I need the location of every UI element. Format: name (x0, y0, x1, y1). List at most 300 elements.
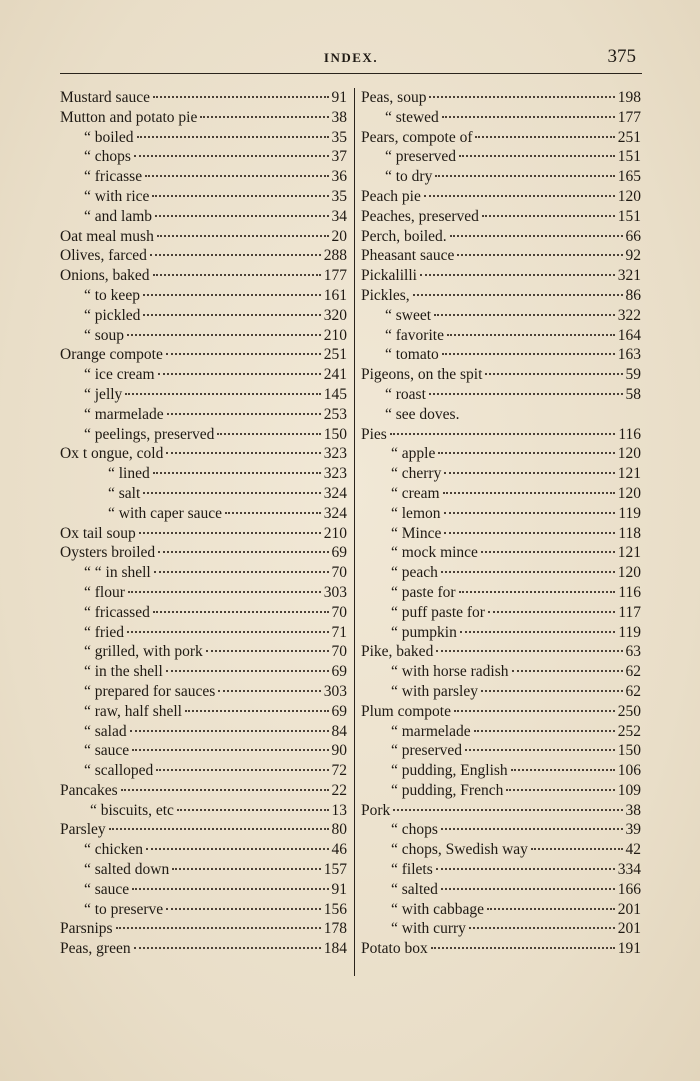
index-entry-label: “ stewed (385, 108, 439, 126)
index-entry (361, 167, 641, 187)
index-entry-page: 86 (625, 286, 641, 304)
index-entry-page: 35 (331, 187, 347, 205)
index-entry-label: “ lined (108, 465, 150, 483)
index-entry-label: Pigeons, on the spit (361, 366, 483, 384)
index-entry (60, 167, 347, 187)
dot-leader (134, 947, 321, 949)
dot-leader (460, 631, 615, 633)
index-entry-label: “ boiled (84, 128, 134, 146)
index-entry-page: 121 (617, 544, 641, 562)
index-entry (60, 88, 347, 108)
index-entry-page: 106 (617, 762, 641, 780)
dot-leader (137, 136, 329, 138)
index-entry-label: Ox t ongue, cold (60, 445, 164, 463)
index-entry (60, 741, 347, 761)
index-entry-label: Peach pie (361, 187, 421, 205)
index-entry-page: 178 (323, 920, 347, 938)
index-entry-label: “ scalloped (84, 762, 154, 780)
index-entry (60, 761, 347, 781)
index-entry-page: 90 (331, 742, 347, 760)
index-entry-page: 69 (331, 702, 347, 720)
index-entry-label: Oat meal mush (60, 227, 154, 245)
index-entry-label: “ chops, Swedish way (391, 841, 528, 859)
index-entry-label: “ chops (84, 148, 131, 166)
dot-leader (150, 254, 321, 256)
index-entry (361, 682, 641, 702)
index-entry-label: Parsnips (60, 920, 113, 938)
index-entry-label: Peas, green (60, 940, 131, 958)
index-entry-label: “ tomato (385, 346, 439, 364)
index-entry-label: “ in the shell (84, 663, 163, 681)
dot-leader (156, 769, 328, 771)
dot-leader (436, 650, 622, 652)
dot-leader (155, 215, 328, 217)
index-entry-label: Mutton and potato pie (60, 108, 198, 126)
index-entry-label: Pies (361, 425, 387, 443)
index-entry-label: “ ice cream (84, 366, 155, 384)
index-entry-label: “ lemon (391, 504, 441, 522)
dot-leader (481, 690, 623, 692)
dot-leader (218, 690, 321, 692)
index-entry-page: 252 (617, 722, 641, 740)
index-entry-page: 164 (617, 326, 641, 344)
index-entry-label: “ peelings, preserved (84, 425, 215, 443)
index-entry-page: 70 (331, 603, 347, 621)
index-entry-label: Mustard sauce (60, 89, 150, 106)
index-entry-label: “ chops (391, 821, 438, 839)
index-entry-page: 91 (331, 89, 347, 106)
index-entry-label: “ with cabbage (391, 900, 484, 918)
index-entry-page: 37 (331, 148, 347, 166)
index-entry-page: 241 (323, 366, 347, 384)
dot-leader (143, 492, 320, 494)
index-entry (361, 484, 641, 504)
index-entry-label: “ with parsley (391, 682, 478, 700)
index-entry (361, 128, 641, 148)
index-entry-label: “ to dry (385, 168, 433, 186)
index-entry-page: 121 (617, 465, 641, 483)
index-entry (361, 583, 641, 603)
page-header (60, 46, 642, 80)
index-entry-page: 120 (617, 564, 641, 582)
index-entry-label: “ Mince (391, 524, 442, 542)
dot-leader (488, 611, 615, 613)
index-entry-label: “ roast (385, 385, 426, 403)
index-entry-page: 69 (331, 663, 347, 681)
index-entry-page: 70 (331, 564, 347, 582)
index-entry (361, 286, 641, 306)
index-entry-page: 46 (331, 841, 347, 859)
dot-leader (512, 670, 623, 672)
dot-leader (465, 749, 615, 751)
index-entry (60, 583, 347, 603)
index-entry (60, 128, 347, 148)
dot-leader (200, 116, 328, 118)
index-column-right (361, 88, 641, 959)
index-entry-label: “ biscuits, etc (90, 801, 174, 819)
index-entry (361, 108, 641, 128)
index-entry (60, 444, 347, 464)
index-entry-label: “ to preserve (84, 900, 164, 918)
index-entry (60, 405, 347, 425)
index-entry (60, 306, 347, 326)
index-entry-label: “ soup (84, 326, 125, 344)
index-entry-page: 288 (323, 247, 347, 265)
dot-leader (143, 294, 321, 296)
index-entry-page: 201 (617, 900, 641, 918)
index-entry-page: 59 (625, 366, 641, 384)
dot-leader (125, 393, 320, 395)
index-entry-page: 210 (323, 326, 347, 344)
dot-leader (454, 710, 615, 712)
dot-leader (457, 254, 622, 256)
dot-leader (217, 433, 320, 435)
index-entry-label: “ with rice (84, 187, 150, 205)
dot-leader (166, 353, 321, 355)
dot-leader (444, 532, 615, 534)
dot-leader (444, 512, 616, 514)
index-entry (60, 900, 347, 920)
index-entry-page: 156 (323, 900, 347, 918)
index-entry (361, 425, 641, 445)
dot-leader (487, 908, 615, 910)
index-entry (60, 425, 347, 445)
index-entry (361, 840, 641, 860)
index-entry-label: “ with caper sauce (108, 504, 223, 522)
index-entry-label: “ preserved (385, 148, 456, 166)
dot-leader (177, 809, 329, 811)
dot-leader (420, 274, 615, 276)
index-entry (60, 860, 347, 880)
index-entry-label: “ prepared for sauces (84, 682, 216, 700)
index-entry-page: 321 (617, 267, 641, 285)
dot-leader (167, 413, 321, 415)
index-entry-page: 118 (618, 524, 641, 542)
index-entry-page: 210 (323, 524, 347, 542)
index-entry-page: 69 (331, 544, 347, 562)
index-entry-label: Onions, baked (60, 267, 150, 285)
dot-leader (424, 195, 615, 197)
index-entry-page: 120 (617, 484, 641, 502)
index-entry (60, 108, 347, 128)
dot-leader (482, 215, 615, 217)
index-entry (361, 365, 641, 385)
index-entry-page: 62 (625, 663, 641, 681)
index-entry (361, 345, 641, 365)
index-entry-label: Orange compote (60, 346, 163, 364)
dot-leader (166, 452, 320, 454)
index-entry-label: “ raw, half shell (84, 702, 182, 720)
dot-leader (441, 828, 623, 830)
index-entry (60, 682, 347, 702)
index-entry-page: 163 (617, 346, 641, 364)
index-entry-label: “ sauce (84, 880, 130, 898)
index-entry-label: “ chicken (84, 841, 143, 859)
index-entry (361, 801, 641, 821)
dot-leader (429, 393, 623, 395)
index-entry-label: “ fried (84, 623, 125, 641)
index-entry (361, 88, 641, 108)
dot-leader (166, 908, 321, 910)
dot-leader (206, 650, 329, 652)
index-entry (361, 900, 641, 920)
index-entry-label: “ with curry (391, 920, 466, 938)
dot-leader (143, 314, 320, 316)
index-entry (60, 266, 347, 286)
index-entry-label: Plum compote (361, 702, 451, 720)
index-entry-label: “ marmelade (391, 722, 471, 740)
index-entry (60, 820, 347, 840)
dot-leader (166, 670, 329, 672)
index-entry-label: “ pudding, French (391, 781, 504, 799)
index-entry-label: “ fricasse (84, 168, 143, 186)
index-entry (60, 227, 347, 247)
dot-leader (444, 472, 614, 474)
index-entry (60, 464, 347, 484)
index-entry-label: “ cream (391, 484, 440, 502)
index-entry-label: “ with horse radish (391, 663, 509, 681)
dot-leader (450, 235, 623, 237)
index-entry (361, 741, 641, 761)
index-entry-page: 116 (618, 583, 641, 601)
index-entry (361, 543, 641, 563)
index-entry (60, 642, 347, 662)
index-entry-label: “ grilled, with pork (84, 643, 203, 661)
dot-leader (393, 809, 622, 811)
index-entry-page: 201 (617, 920, 641, 938)
index-entry-page: 184 (323, 940, 347, 958)
dot-leader (441, 888, 615, 890)
index-entry (60, 722, 347, 742)
index-entry-page: 84 (331, 722, 347, 740)
index-entry-label: Perch, boiled. (361, 227, 447, 245)
index-entry (361, 880, 641, 900)
index-entry (60, 801, 347, 821)
index-entry-page: 324 (323, 484, 347, 502)
index-entry-label: “ pickled (84, 306, 141, 324)
index-entry-label: “ salad (84, 722, 127, 740)
index-entry-label: “ puff paste for (391, 603, 485, 621)
dot-leader (153, 274, 321, 276)
dot-leader (130, 730, 329, 732)
index-entry (60, 543, 347, 563)
dot-leader (447, 334, 615, 336)
dot-leader (434, 314, 615, 316)
index-entry-page: 198 (617, 89, 641, 106)
index-entry-page: 58 (625, 385, 641, 403)
index-entry-label: “ and lamb (84, 207, 153, 225)
page-title: INDEX. (323, 50, 379, 65)
index-entry-label: “ marmelade (84, 405, 164, 423)
index-entry-page: 161 (323, 286, 347, 304)
index-entry (60, 662, 347, 682)
header-rule (60, 73, 642, 74)
index-entry-label: “ pumpkin (391, 623, 457, 641)
dot-leader (146, 848, 329, 850)
dot-leader (441, 571, 615, 573)
index-entry-label: Peas, soup (361, 89, 427, 106)
index-entry-page: 145 (323, 385, 347, 403)
index-entry-page: 250 (617, 702, 641, 720)
index-entry-page: 35 (331, 128, 347, 146)
dot-leader (139, 532, 321, 534)
dot-leader (185, 710, 329, 712)
index-entry (60, 484, 347, 504)
index-entry-label: “ flour (84, 583, 125, 601)
index-entry-page: 71 (331, 623, 347, 641)
index-entry-label: “ salted down (84, 861, 170, 879)
dot-leader (154, 571, 329, 573)
index-entry (60, 603, 347, 623)
dot-leader (442, 353, 615, 355)
index-entry-label: “ cherry (391, 465, 442, 483)
index-entry-page: 120 (617, 445, 641, 463)
index-entry (361, 919, 641, 939)
index-entry (361, 326, 641, 346)
index-entry (361, 623, 641, 643)
dot-leader (158, 551, 328, 553)
index-entry (60, 246, 347, 266)
dot-leader (413, 294, 623, 296)
index-entry (361, 187, 641, 207)
index-entry-page: 72 (331, 762, 347, 780)
index-entry (60, 147, 347, 167)
index-entry-label: “ sweet (385, 306, 432, 324)
index-entry-page: 150 (617, 742, 641, 760)
index-entry-page: 323 (323, 445, 347, 463)
index-entry-page: 38 (625, 801, 641, 819)
index-entry-page: 92 (625, 247, 641, 265)
index-entry (60, 623, 347, 643)
index-entry-page: 91 (331, 880, 347, 898)
index-column-left (60, 88, 347, 959)
index-entry-page: 303 (323, 583, 347, 601)
index-entry (60, 365, 347, 385)
index-entry-page: 20 (331, 227, 347, 245)
index-entry (361, 722, 641, 742)
index-entry-page: 320 (323, 306, 347, 324)
dot-leader (485, 373, 622, 375)
index-entry-label: Potato box (361, 940, 428, 958)
index-entry (60, 919, 347, 939)
index-entry-page: 334 (617, 861, 641, 879)
index-entry-page: 177 (323, 267, 347, 285)
index-entry (361, 147, 641, 167)
dot-leader (531, 848, 623, 850)
index-entry (60, 187, 347, 207)
index-entry (361, 227, 641, 247)
dot-leader (127, 631, 328, 633)
dot-leader (442, 116, 615, 118)
index-entry-label: “ to keep (84, 286, 140, 304)
index-entry-label: Pike, baked (361, 643, 434, 661)
dot-leader (172, 868, 321, 870)
index-entry-label: Parsley (60, 821, 106, 839)
dot-leader (436, 868, 615, 870)
index-entry (361, 860, 641, 880)
dot-leader (121, 789, 329, 791)
index-entry-page: 34 (331, 207, 347, 225)
index-entry-page: 36 (331, 168, 347, 186)
dot-leader (109, 828, 329, 830)
index-entry-page: 42 (625, 841, 641, 859)
index-entry-label: Oysters broiled (60, 544, 156, 562)
index-entry-page: 253 (323, 405, 347, 423)
index-entry (60, 840, 347, 860)
index-entry (361, 266, 641, 286)
index-entry (60, 702, 347, 722)
index-entry-label: “ apple (391, 445, 436, 463)
dot-leader (153, 96, 329, 98)
index-entry (361, 662, 641, 682)
index-entry (361, 761, 641, 781)
index-entry-label: Pancakes (60, 781, 118, 799)
index-entry-page: 117 (618, 603, 641, 621)
dot-leader (443, 492, 615, 494)
index-entry-page: 324 (323, 504, 347, 522)
index-entry (361, 405, 641, 425)
index-entry-page: 63 (625, 643, 641, 661)
index-entry-page: 166 (617, 880, 641, 898)
index-entry-page: 66 (625, 227, 641, 245)
index-entry-label: “ fricassed (84, 603, 150, 621)
index-entry-label: “ jelly (84, 385, 123, 403)
index-entry-label: Pears, compote of (361, 128, 473, 146)
index-entry (361, 246, 641, 266)
index-entry-label: “ filets (391, 861, 433, 879)
dot-leader (438, 452, 614, 454)
index-entry-page: 13 (331, 801, 347, 819)
index-entry-label: “ see doves. (385, 405, 460, 423)
index-entry-label: “ salted (391, 880, 438, 898)
index-entry (361, 642, 641, 662)
index-entry (60, 504, 347, 524)
column-divider (354, 88, 355, 976)
index-entry-label: “ preserved (391, 742, 462, 760)
index-entry (361, 820, 641, 840)
index-entry-page: 177 (617, 108, 641, 126)
dot-leader (474, 730, 615, 732)
index-entry (60, 563, 347, 583)
index-entry-label: Ox tail soup (60, 524, 136, 542)
index-entry (361, 207, 641, 227)
dot-leader (116, 927, 321, 929)
dot-leader (152, 195, 328, 197)
index-entry-page: 109 (617, 781, 641, 799)
index-entry (361, 781, 641, 801)
index-entry (361, 444, 641, 464)
dot-leader (459, 155, 615, 157)
index-entry-label: “ peach (391, 564, 438, 582)
index-entry (60, 781, 347, 801)
index-entry-label: Pickles, (361, 286, 410, 304)
index-entry (60, 345, 347, 365)
dot-leader (429, 96, 614, 98)
dot-leader (153, 611, 329, 613)
dot-leader (390, 433, 615, 435)
page-number: 375 (607, 46, 636, 67)
index-entry (60, 524, 347, 544)
index-entry-page: 323 (323, 465, 347, 483)
index-entry-label: “ salt (108, 484, 141, 502)
index-entry-label: Pheasant sauce (361, 247, 455, 265)
index-entry-page: 303 (323, 682, 347, 700)
index-entry-page: 120 (617, 187, 641, 205)
index-entry-page: 251 (617, 128, 641, 146)
index-entry (361, 563, 641, 583)
index-entry-page: 151 (617, 148, 641, 166)
index-entry-label: “ favorite (385, 326, 444, 344)
